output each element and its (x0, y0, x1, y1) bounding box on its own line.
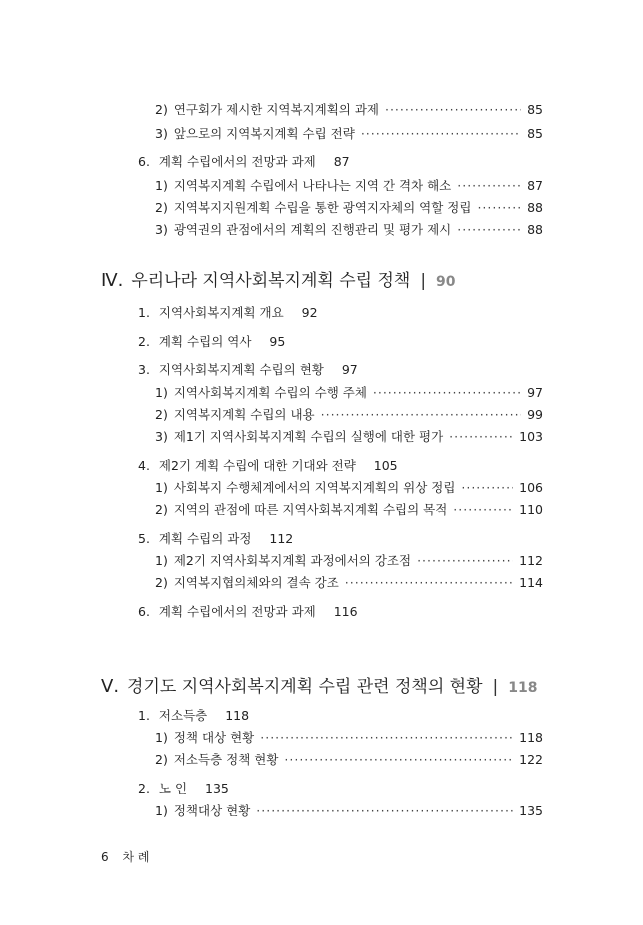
toc-entry[interactable] (155, 100, 543, 118)
section-page: 95 (269, 334, 286, 349)
entry-number: 1) (155, 553, 168, 568)
entry-number: 2) (155, 575, 168, 590)
entry-page: 103 (519, 429, 543, 444)
dot-leader (453, 502, 513, 517)
section-page: 116 (333, 604, 358, 619)
section-title: 지역사회복지계획 수립의 현황 (158, 362, 324, 377)
entry-number: 2) (155, 502, 168, 517)
chapter-number: Ⅳ. (101, 270, 124, 291)
section-title: 제2기 계획 수립에 대한 기대와 전략 (158, 458, 356, 473)
entry-page: 112 (519, 553, 543, 568)
entry-title: 지역복지계획 수립의 내용 (173, 407, 315, 422)
entry-page: 85 (527, 126, 543, 141)
toc-section[interactable] (138, 602, 358, 620)
toc-section[interactable] (138, 456, 398, 474)
chapter-heading[interactable] (101, 266, 456, 291)
section-number: 5. (138, 531, 150, 546)
entry-title: 지역복지지원계획 수립을 통한 광역지자체의 역할 정립 (173, 200, 472, 215)
section-number: 6. (138, 604, 150, 619)
chapter-heading[interactable] (101, 672, 537, 697)
chapter-title: 경기도 지역사회복지계획 수립 관련 정책의 현황 (127, 677, 483, 697)
entry-page: 118 (519, 730, 543, 745)
toc-section[interactable] (138, 360, 358, 378)
toc-entry[interactable] (155, 427, 543, 445)
entry-page: 99 (527, 407, 543, 422)
section-page: 118 (225, 708, 250, 723)
entry-page: 110 (519, 502, 543, 517)
entry-number: 1) (155, 803, 168, 818)
toc-entry[interactable] (155, 198, 543, 216)
section-page: 92 (301, 305, 318, 320)
toc-entry[interactable] (155, 500, 543, 518)
dot-leader (385, 102, 521, 117)
divider: | (420, 271, 427, 291)
page-footer (101, 848, 159, 865)
dot-leader (361, 126, 521, 141)
entry-number: 3) (155, 429, 168, 444)
section-title: 저소득층 (158, 708, 208, 723)
entry-number: 2) (155, 407, 168, 422)
dot-leader (457, 178, 521, 193)
entry-title: 지역복지협의체와의 결속 강조 (173, 575, 339, 590)
dot-leader (449, 429, 513, 444)
toc-section[interactable] (138, 332, 285, 350)
toc-entry[interactable] (155, 383, 543, 401)
entry-title: 지역복지계획 수립에서 나타나는 지역 간 격차 해소 (173, 178, 452, 193)
entry-number: 2) (155, 102, 168, 117)
toc-entry[interactable] (155, 750, 543, 768)
chapter-page: 118 (508, 680, 538, 696)
toc-entry[interactable] (155, 124, 543, 142)
entry-number: 3) (155, 222, 168, 237)
toc-section[interactable] (138, 303, 318, 321)
dot-leader (284, 752, 513, 767)
entry-number: 1) (155, 385, 168, 400)
section-number: 6. (138, 154, 150, 169)
toc-entry[interactable] (155, 551, 543, 569)
entry-number: 1) (155, 178, 168, 193)
toc-section[interactable] (138, 706, 249, 724)
entry-number: 2) (155, 200, 168, 215)
entry-number: 2) (155, 752, 168, 767)
entry-number: 1) (155, 730, 168, 745)
entry-page: 97 (527, 385, 543, 400)
section-title: 계획 수립에서의 전망과 과제 (158, 154, 316, 169)
entry-page: 135 (519, 803, 543, 818)
dot-leader (256, 803, 513, 818)
toc-entry[interactable] (155, 220, 543, 238)
section-number: 2. (138, 781, 150, 796)
section-page: 105 (373, 458, 398, 473)
entry-number: 1) (155, 480, 168, 495)
section-number: 1. (138, 305, 150, 320)
entry-page: 88 (527, 222, 543, 237)
toc-entry[interactable] (155, 176, 543, 194)
dot-leader (477, 200, 521, 215)
entry-title: 정책대상 현황 (173, 803, 251, 818)
entry-title: 저소득층 정책 현황 (173, 752, 279, 767)
toc-section[interactable] (138, 152, 350, 170)
toc-entry[interactable] (155, 573, 543, 591)
toc-section[interactable] (138, 779, 229, 797)
entry-title: 지역의 관점에 따른 지역사회복지계획 수립의 목적 (173, 502, 448, 517)
chapter-page: 90 (436, 274, 456, 290)
dot-leader (461, 480, 513, 495)
footer-label: 차 례 (122, 850, 150, 864)
dot-leader (373, 385, 521, 400)
dot-leader (457, 222, 521, 237)
dot-leader (260, 730, 513, 745)
entry-page: 85 (527, 102, 543, 117)
dot-leader (417, 553, 513, 568)
dot-leader (321, 407, 521, 422)
toc-entry[interactable] (155, 801, 543, 819)
section-title: 노 인 (158, 781, 188, 796)
section-page: 112 (269, 531, 294, 546)
entry-number: 3) (155, 126, 168, 141)
toc-entry[interactable] (155, 478, 543, 496)
entry-page: 114 (519, 575, 543, 590)
chapter-number: Ⅴ. (101, 676, 120, 697)
toc-entry[interactable] (155, 405, 543, 423)
entry-title: 제1기 지역사회복지계획 수립의 실행에 대한 평가 (173, 429, 444, 444)
entry-title: 지역사회복지계획 수립의 수행 주체 (173, 385, 367, 400)
toc-entry[interactable] (155, 728, 543, 746)
entry-page: 88 (527, 200, 543, 215)
footer-page-number: 6 (101, 850, 109, 864)
section-number: 1. (138, 708, 150, 723)
section-title: 지역사회복지계획 개요 (158, 305, 284, 320)
entry-title: 사회복지 수행체계에서의 지역복지계획의 위상 정립 (173, 480, 456, 495)
section-number: 2. (138, 334, 150, 349)
section-page: 135 (205, 781, 229, 796)
entry-title: 정책 대상 현황 (173, 730, 255, 745)
section-title: 계획 수립에서의 전망과 과제 (158, 604, 316, 619)
dot-leader (345, 575, 513, 590)
section-number: 4. (138, 458, 150, 473)
section-page: 87 (333, 154, 350, 169)
entry-title: 연구회가 제시한 지역복지계획의 과제 (173, 102, 379, 117)
entry-page: 87 (527, 178, 543, 193)
entry-title: 광역권의 관점에서의 계획의 진행관리 및 평가 제시 (173, 222, 452, 237)
entry-title: 제2기 지역사회복지계획 과정에서의 강조점 (173, 553, 412, 568)
divider: | (492, 677, 499, 697)
section-title: 계획 수립의 역사 (158, 334, 252, 349)
entry-page: 122 (519, 752, 543, 767)
chapter-title: 우리나라 지역사회복지계획 수립 정책 (131, 271, 411, 291)
entry-title: 앞으로의 지역복지계획 수립 전략 (173, 126, 355, 141)
section-number: 3. (138, 362, 150, 377)
section-page: 97 (341, 362, 358, 377)
entry-page: 106 (519, 480, 543, 495)
section-title: 계획 수립의 과정 (158, 531, 252, 546)
toc-section[interactable] (138, 529, 293, 547)
